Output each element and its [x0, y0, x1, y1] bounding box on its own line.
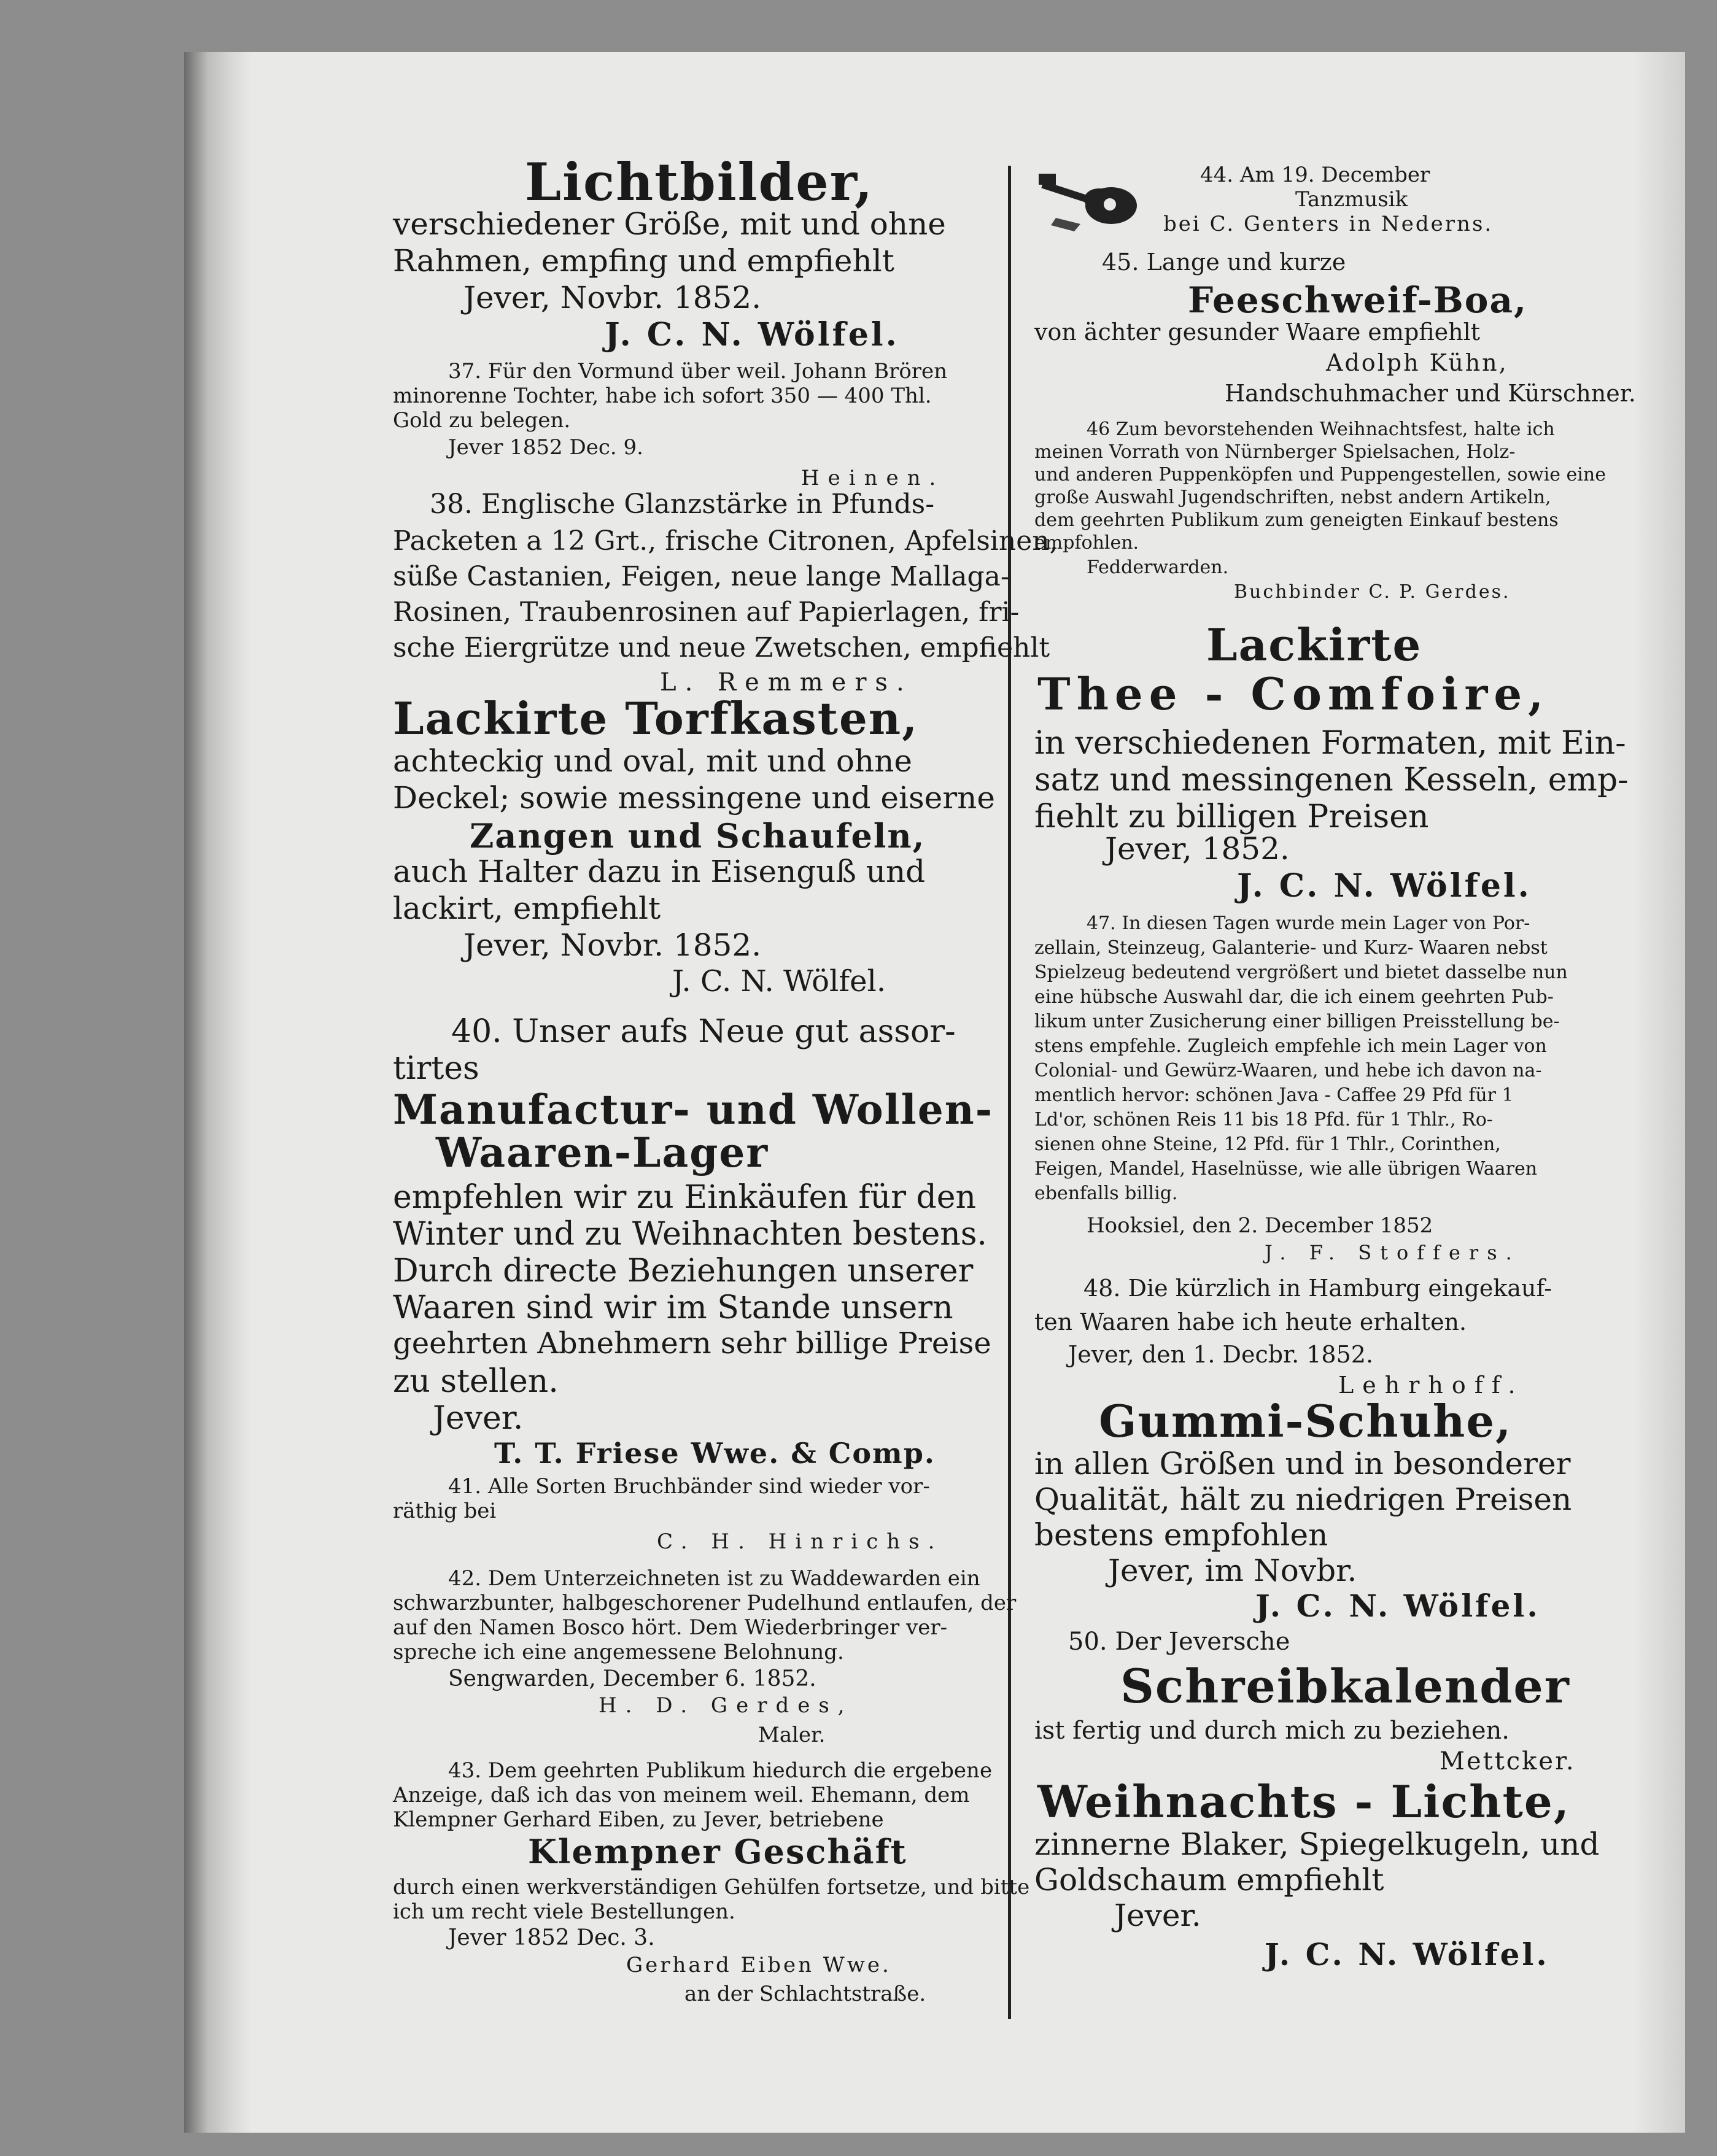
ad-text-line: zu stellen.: [393, 1363, 559, 1400]
ad-text-line: Anzeige, daß ich das von meinem weil. Ehemann, dem: [393, 1783, 970, 1807]
ad-text-line: 47. In diesen Tagen wurde mein Lager von Por-: [1087, 913, 1530, 934]
ad-heading-feeschweif: Feeschweif-Boa,: [1188, 279, 1528, 321]
ad-text-line: Sengwarden, December 6. 1852.: [448, 1666, 816, 1691]
ad-signature: Buchbinder C. P. Gerdes.: [1234, 581, 1511, 603]
ad-text-line: 45. Lange und kurze: [1102, 249, 1346, 276]
ad-text-line: 38. Englische Glanzstärke in Pfunds-: [430, 489, 935, 520]
ad-text-line: bestens empfohlen: [1034, 1517, 1328, 1553]
ad-text-line: Winter und zu Weihnachten bestens.: [393, 1216, 987, 1253]
ad-text-line: Durch directe Beziehungen unserer: [393, 1253, 974, 1289]
ad-text-line: Colonial- und Gewürz-Waaren, und hebe ich davon na-: [1034, 1060, 1542, 1081]
ad-signature: T. T. Friese Wwe. & Comp.: [494, 1437, 936, 1470]
ad-text-line: Waaren sind wir im Stande unsern: [393, 1289, 953, 1326]
ad-text-line: empfohlen.: [1034, 532, 1139, 554]
ad-signature: C. H. Hinrichs.: [657, 1529, 944, 1554]
ad-text-line: süße Castanien, Feigen, neue lange Mallaga-: [393, 561, 1010, 592]
ad-text-line: Jever.: [433, 1400, 524, 1437]
ad-text-line: sienen ohne Steine, 12 Pfd. für 1 Thlr., Corinthen,: [1034, 1134, 1501, 1155]
ad-text-line: auch Halter dazu in Eisenguß und: [393, 854, 926, 889]
ad-heading-lackirte: Lackirte: [1206, 619, 1422, 671]
ad-heading-lichtbilder: Lichtbilder,: [525, 152, 874, 212]
ad-heading-schreibkalender: Schreibkalender: [1120, 1659, 1570, 1714]
ad-text-line: Handschuhmacher und Kürschner.: [1225, 380, 1636, 407]
ad-text-line: tirtes: [393, 1050, 479, 1087]
ad-text-line: lackirt, empfiehlt: [393, 891, 661, 926]
ad-text-line: ich um recht viele Bestellungen.: [393, 1899, 735, 1924]
ad-text-line: Jever, den 1. Decbr. 1852.: [1068, 1341, 1374, 1368]
ad-text-line: von ächter gesunder Waare empfiehlt: [1034, 319, 1481, 346]
ad-text-line: achteckig und oval, mit und ohne: [393, 743, 912, 779]
ad-text-line: Tanzmusik: [1295, 187, 1408, 212]
ad-text-line: Fedderwarden.: [1087, 557, 1229, 578]
ad-text-line: Packeten a 12 Grt., frische Citronen, Apfelsinen,: [393, 525, 1058, 557]
ad-text-line: in allen Größen und in besonderer: [1034, 1446, 1571, 1482]
ad-text-line: Jever 1852 Dec. 9.: [448, 435, 643, 460]
ad-text-line: empfehlen wir zu Einkäufen für den: [393, 1179, 977, 1216]
ad-text-line: spreche ich eine angemessene Belohnung.: [393, 1640, 844, 1664]
ad-text-line: 41. Alle Sorten Bruchbänder sind wieder vor-: [448, 1474, 930, 1499]
ad-text-line: Rahmen, empfing und empfiehlt: [393, 243, 894, 279]
ad-text-line: Jever 1852 Dec. 3.: [448, 1925, 655, 1950]
ad-text-line: räthig bei: [393, 1499, 497, 1523]
book-spine: [184, 52, 252, 2133]
ad-signature: J. F. Stoffers.: [1265, 1241, 1521, 1264]
ad-signature: J. C. N. Wölfel.: [1237, 867, 1532, 905]
column-divider: [1008, 166, 1011, 2019]
ad-text-line: schwarzbunter, halbgeschorener Pudelhund entlaufen, der: [393, 1591, 1017, 1615]
page-edge: [1633, 52, 1685, 2133]
ad-heading-klempner: Klempner Geschäft: [528, 1832, 907, 1871]
ad-text-line: minorenne Tochter, habe ich sofort 350 — 400 Thl.: [393, 384, 932, 408]
ad-signature: L. Remmers.: [660, 668, 913, 697]
ad-signature: H. D. Gerdes,: [599, 1693, 853, 1718]
ad-signature: J. C. N. Wölfel.: [672, 964, 886, 999]
ad-text-line: stens empfehle. Zugleich empfehle ich mein Lager von: [1034, 1035, 1547, 1057]
ad-text-line: mentlich hervor: schönen Java - Caffee 29 Pfd für 1: [1034, 1084, 1514, 1106]
ad-text-line: 37. Für den Vormund über weil. Johann Brören: [448, 359, 948, 384]
ad-text-line: 42. Dem Unterzeichneten ist zu Waddewarden ein: [448, 1566, 980, 1591]
ad-text-line: zellain, Steinzeug, Galanterie- und Kurz- Waaren nebst: [1034, 937, 1548, 959]
ad-text-line: Feigen, Mandel, Haselnüsse, wie alle übrigen Waaren: [1034, 1158, 1538, 1180]
ad-signature: J. C. N. Wölfel.: [1255, 1588, 1540, 1624]
ad-text-line: Adolph Kühn,: [1326, 349, 1508, 376]
ad-text-line: dem geehrten Publikum zum geneigten Einkauf bestens: [1034, 509, 1559, 531]
ad-text-line: ebenfalls billig.: [1034, 1183, 1178, 1204]
ad-heading-torfkasten: Lackirte Torfkasten,: [393, 692, 919, 744]
ad-heading-gummi-schuhe: Gummi-Schuhe,: [1099, 1395, 1513, 1447]
ad-text-line: Ld'or, schönen Reis 11 bis 18 Pfd. für 1 Thlr., Ro-: [1034, 1109, 1493, 1130]
ad-text-line: auf den Namen Bosco hört. Dem Wiederbringer ver-: [393, 1615, 948, 1640]
ad-text-line: Gold zu belegen.: [393, 408, 571, 433]
ad-text-line: Klempner Gerhard Eiben, zu Jever, betriebene: [393, 1807, 884, 1832]
ad-signature: J. C. N. Wölfel.: [1265, 1936, 1549, 1972]
ad-text-line: 44. Am 19. December: [1200, 163, 1430, 187]
ad-text-line: Jever, im Novbr.: [1108, 1553, 1357, 1588]
ad-text-line: ist fertig und durch mich zu beziehen.: [1034, 1717, 1510, 1745]
ad-text-line: ten Waaren habe ich heute erhalten.: [1034, 1308, 1467, 1335]
ad-text-line: 43. Dem geehrten Publikum hiedurch die ergebene: [448, 1758, 993, 1783]
ad-text-line: Goldschaum empfiehlt: [1034, 1862, 1384, 1898]
ad-text-line: 50. Der Jeversche: [1068, 1628, 1290, 1656]
ad-text-line: 40. Unser aufs Neue gut assor-: [451, 1013, 956, 1050]
ad-heading-thee-comfoire: Thee - Comfoire,: [1037, 668, 1550, 720]
ad-heading-manufactur: Manufactur- und Wollen-: [393, 1086, 994, 1134]
ad-heading-waaren-lager: Waaren-Lager: [436, 1129, 769, 1177]
ad-text-line: eine hübsche Auswahl dar, die ich einem geehrten Pub-: [1034, 986, 1554, 1008]
ad-signature: J. C. N. Wölfel.: [605, 316, 899, 354]
ad-text-line: 48. Die kürzlich in Hamburg eingekauf-: [1083, 1275, 1552, 1302]
ad-text-line: Deckel; sowie messingene und eiserne: [393, 780, 995, 816]
ad-text-line: Jever, Novbr. 1852.: [463, 280, 762, 315]
ad-signature-title: Maler.: [758, 1723, 826, 1747]
ad-text-line: Jever, Novbr. 1852.: [463, 927, 762, 963]
ad-text-line: Jever, 1852.: [1105, 831, 1290, 867]
ad-text-line: sche Eiergrütze und neue Zwetschen, empfiehlt: [393, 632, 1050, 663]
ad-text-line: geehrten Abnehmern sehr billige Preise: [393, 1326, 991, 1361]
ad-text-line: zinnerne Blaker, Spiegelkugeln, und: [1034, 1826, 1600, 1862]
ad-text-line: in verschiedenen Formaten, mit Ein-: [1034, 725, 1626, 762]
ad-text-line: verschiedener Größe, mit und ohne: [393, 206, 946, 242]
ad-heading-weihnachts-lichte: Weihnachts - Lichte,: [1037, 1775, 1570, 1828]
ad-text-line: likum unter Zusicherung einer billigen Preisstellung be-: [1034, 1011, 1560, 1032]
guitar-icon: [1037, 163, 1148, 236]
ad-text-line: Spielzeug bedeutend vergrößert und bietet dasselbe nun: [1034, 962, 1568, 983]
ad-text-line: und anderen Puppenköpfen und Puppengestellen, sowie eine: [1034, 464, 1606, 485]
ad-signature-address: an der Schlachtstraße.: [684, 1982, 926, 2006]
ad-text-line: große Auswahl Jugendschriften, nebst andern Artikeln,: [1034, 487, 1551, 508]
ad-text-line: Rosinen, Traubenrosinen auf Papierlagen, fri-: [393, 597, 1020, 628]
ad-text-line: durch einen werkverständigen Gehülfen fortsetze, und bitte: [393, 1875, 1030, 1899]
ad-signature: Gerhard Eiben Wwe.: [626, 1953, 891, 1977]
ad-text-line: satz und messingenen Kesseln, emp-: [1034, 762, 1629, 798]
ad-signature: Mettcker.: [1440, 1747, 1576, 1775]
ad-text-line: 46 Zum bevorstehenden Weihnachtsfest, halte ich: [1087, 419, 1555, 440]
ad-text-line: Jever.: [1114, 1898, 1201, 1933]
ad-text-line: fiehlt zu billigen Preisen: [1034, 798, 1429, 835]
ad-subheading: Zangen und Schaufeln,: [470, 816, 926, 856]
ad-text-line: Hooksiel, den 2. December 1852: [1087, 1213, 1433, 1238]
ad-text-line: meinen Vorrath von Nürnberger Spielsachen, Holz-: [1034, 441, 1516, 463]
ad-text-line: Qualität, hält zu niedrigen Preisen: [1034, 1482, 1572, 1517]
ad-signature: Lehrhoff.: [1338, 1372, 1524, 1399]
ad-signature: Heinen.: [801, 466, 945, 490]
ad-text-line: bei C. Genters in Nederns.: [1163, 212, 1494, 236]
